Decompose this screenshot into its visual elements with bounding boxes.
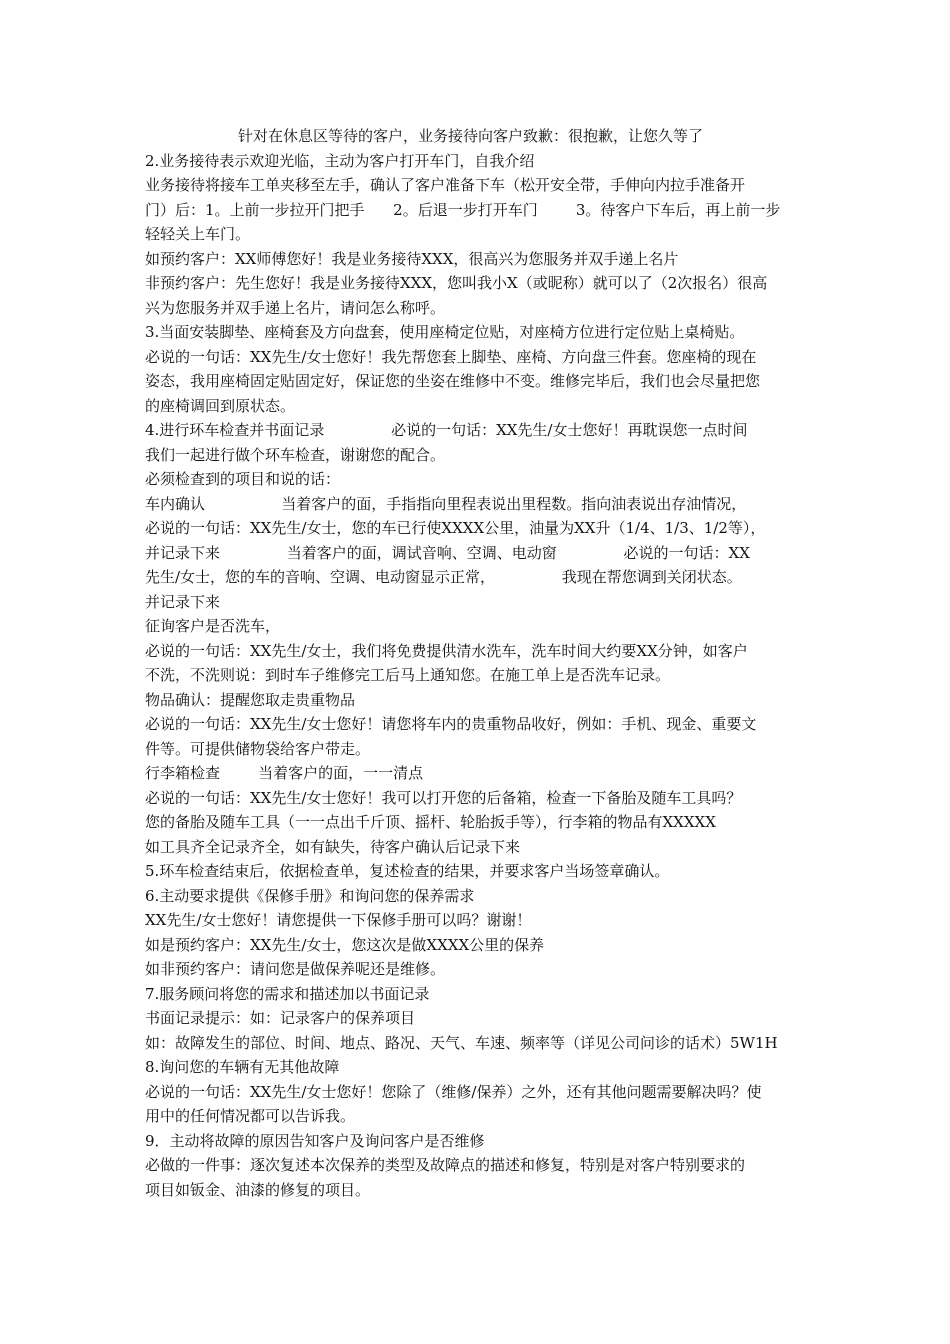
text-line: 必说的一句话：XX先生/女士您好！我可以打开您的后备箱，检查一下备胎及随车工具吗？ <box>145 788 742 807</box>
section-heading: 5.环车检查结束后，依据检查单，复述检查的结果，并要求客户当场签章确认。 <box>145 862 670 880</box>
text-line: 业务接待将接车工单夹移至左手，确认了客户准备下车（松开安全带，手伸向内拉手准备开 <box>145 176 746 194</box>
text-line: 不洗，不洗则说：到时车子维修完工后马上通知您。在施工单上是否洗车记录。 <box>145 666 671 684</box>
section-heading: 9．主动将故障的原因告知客户及询问客户是否维修 <box>145 1131 485 1150</box>
text-line: 的座椅调回到原状态。 <box>145 396 296 415</box>
text-line: 非预约客户：先生您好！我是业务接待XXX，您叫我小X（或昵称）就可以了（2次报名）很高 <box>145 274 768 292</box>
text-line: 用中的任何情况都可以告诉我。 <box>145 1107 356 1125</box>
text-line: XX先生/女士您好！请您提供一下保修手册可以吗？谢谢！ <box>145 911 532 929</box>
section-heading: 2.业务接待表示欢迎光临，主动为客户打开车门，自我介绍 <box>145 151 535 170</box>
text-line: 必说的一句话：XX先生/女士，您的车已行使XXXX公里，油量为XX升（1/4、1/3、1/2等）， <box>145 519 766 537</box>
text-line: 先生/女士，您的车的音响、空调、电动窗显示正常， 我现在帮您调到关闭状态。 <box>145 568 742 586</box>
text-line: 必做的一件事：逐次复述本次保养的类型及故障点的描述和修复，特别是对客户特别要求的 <box>145 1156 746 1174</box>
document-body <box>145 124 810 1202</box>
text-line: 如预约客户：XX师傅您好！我是业务接待XXX，很高兴为您服务并双手递上名片 <box>145 249 679 268</box>
text-line: 必须检查到的项目和说的话： <box>145 470 341 488</box>
text-line: 物品确认：提醒您取走贵重物品 <box>145 690 356 709</box>
text-line: 件等。可提供储物袋给客户带走。 <box>145 739 371 758</box>
text-line: 针对在休息区等待的客户，业务接待向客户致歉：很抱歉，让您久等了 <box>238 127 704 145</box>
text-line: 书面记录提示：如：记录客户的保养项目 <box>145 1009 416 1027</box>
section-heading: 7.服务顾问将您的需求和描述加以书面记录 <box>145 984 430 1003</box>
text-line: 兴为您服务并双手递上名片，请问怎么称呼。 <box>145 298 446 317</box>
section-heading: 3.当面安装脚垫、座椅套及方向盘套，使用座椅定位贴，对座椅方位进行定位贴上桌椅贴。 <box>145 323 745 341</box>
section-heading: 6.主动要求提供《保修手册》和询问您的保养需求 <box>145 886 475 905</box>
text-line: 必说的一句话：XX先生/女士您好！您除了（维修/保养）之外，还有其他问题需要解决吗？使 <box>145 1082 762 1101</box>
text-line: 必说的一句话：XX先生/女士您好！请您将车内的贵重物品收好，例如：手机、现金、重要文 <box>145 715 757 733</box>
text-line: 征询客户是否洗车， <box>145 617 281 635</box>
text-line: 如：故障发生的部位、时间、地点、路况、天气、车速、频率等（详见公司问诊的话术）5W1H <box>145 1033 778 1052</box>
text-line: 我们一起进行做个环车检查，谢谢您的配合。 <box>145 445 446 464</box>
text-line: 门）后：1。上前一步拉开门把手 2。后退一步打开车门 3。待客户下车后，再上前一步 <box>145 200 781 219</box>
text-line: 并记录下来 当着客户的面，调试音响、空调、电动窗 必说的一句话：XX <box>145 543 750 562</box>
text-line: 姿态，我用座椅固定贴固定好，保证您的坐姿在维修中不变。维修完毕后，我们也会尽量把您 <box>145 372 761 390</box>
text-line: 您的备胎及随车工具（一一点出千斤顶、摇杆、轮胎扳手等），行李箱的物品有XXXXX <box>145 813 716 831</box>
text-line: 如工具齐全记录齐全，如有缺失，待客户确认后记录下来 <box>145 837 521 856</box>
text-line: 如是预约客户：XX先生/女士，您这次是做XXXX公里的保养 <box>145 935 545 954</box>
text-line: 车内确认 当着客户的面，手指指向里程表说出里程数。指向油表说出存油情况， <box>145 494 747 513</box>
text-line: 必说的一句话：XX先生/女士，我们将免费提供清水洗车，洗车时间大约要XX分钟，如客户 <box>145 641 748 660</box>
section-heading: 8.询问您的车辆有无其他故障 <box>145 1058 340 1076</box>
text-line: 行李箱检查 当着客户的面，一一清点 <box>145 764 424 782</box>
text-line: 轻轻关上车门。 <box>145 225 251 243</box>
section-heading: 4.进行环车检查并书面记录 必说的一句话：XX先生/女士您好！再耽误您一点时间 <box>145 421 748 439</box>
text-line: 必说的一句话：XX先生/女士您好！我先帮您套上脚垫、座椅、方向盘三件套。您座椅的现在 <box>145 347 757 366</box>
text-line: 并记录下来 <box>145 592 221 611</box>
text-line: 如非预约客户：请问您是做保养呢还是维修。 <box>145 960 446 978</box>
text-line: 项目如钣金、油漆的修复的项目。 <box>145 1180 371 1199</box>
